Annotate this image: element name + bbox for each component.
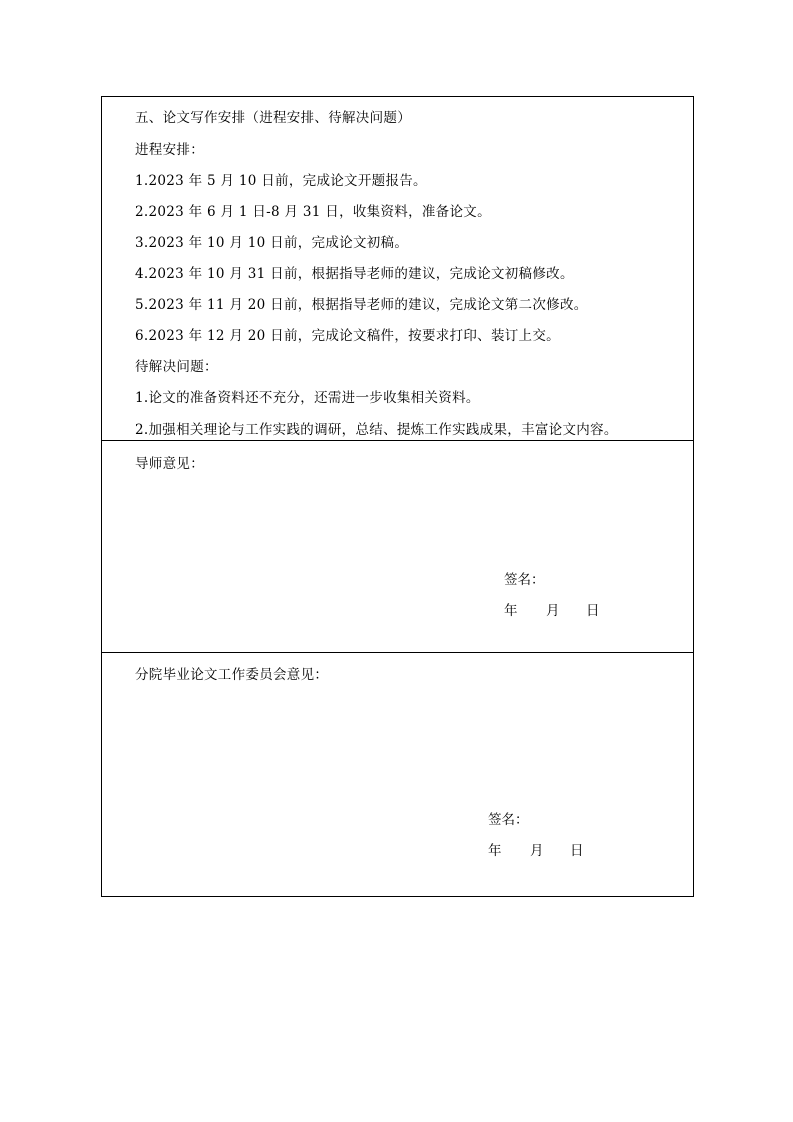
schedule-item-3: 3.2023 年 10 月 10 日前，完成论文初稿。	[135, 235, 409, 251]
problem-item-1: 1.论文的准备资料还不充分，还需进一步收集相关资料。	[135, 390, 480, 406]
committee-opinion-section	[102, 652, 693, 896]
schedule-item-1: 1.2023 年 5 月 10 日前，完成论文开题报告。	[135, 173, 427, 189]
committee-date-day: 日	[570, 843, 584, 859]
committee-date-year: 年	[488, 843, 502, 859]
advisor-date-month: 月	[546, 603, 560, 619]
schedule-label: 进程安排：	[135, 142, 204, 158]
section-heading: 五、论文写作安排（进程安排、待解决问题）	[135, 110, 411, 126]
committee-date-month: 月	[530, 843, 544, 859]
schedule-item-6: 6.2023 年 12 月 20 日前，完成论文稿件，按要求打印、装订上交。	[135, 328, 560, 344]
problem-item-2: 2.加强相关理论与工作实践的调研，总结、提炼工作实践成果，丰富论文内容。	[135, 422, 618, 438]
form-table	[101, 96, 694, 897]
advisor-opinion-section	[102, 440, 693, 652]
advisor-signature-label: 签名：	[504, 572, 545, 588]
advisor-date-day: 日	[586, 603, 600, 619]
writing-plan-section	[102, 97, 693, 440]
schedule-item-2: 2.2023 年 6 月 1 日-8 月 31 日，收集资料，准备论文。	[135, 204, 491, 220]
schedule-item-5: 5.2023 年 11 月 20 日前，根据指导老师的建议，完成论文第二次修改。	[135, 297, 588, 313]
advisor-date-year: 年	[504, 603, 518, 619]
committee-opinion-label: 分院毕业论文工作委员会意见：	[135, 667, 329, 683]
committee-signature-label: 签名：	[488, 812, 529, 828]
problems-label: 待解决问题：	[135, 359, 218, 375]
schedule-item-4: 4.2023 年 10 月 31 日前，根据指导老师的建议，完成论文初稿修改。	[135, 266, 574, 282]
advisor-opinion-label: 导师意见：	[135, 456, 204, 472]
